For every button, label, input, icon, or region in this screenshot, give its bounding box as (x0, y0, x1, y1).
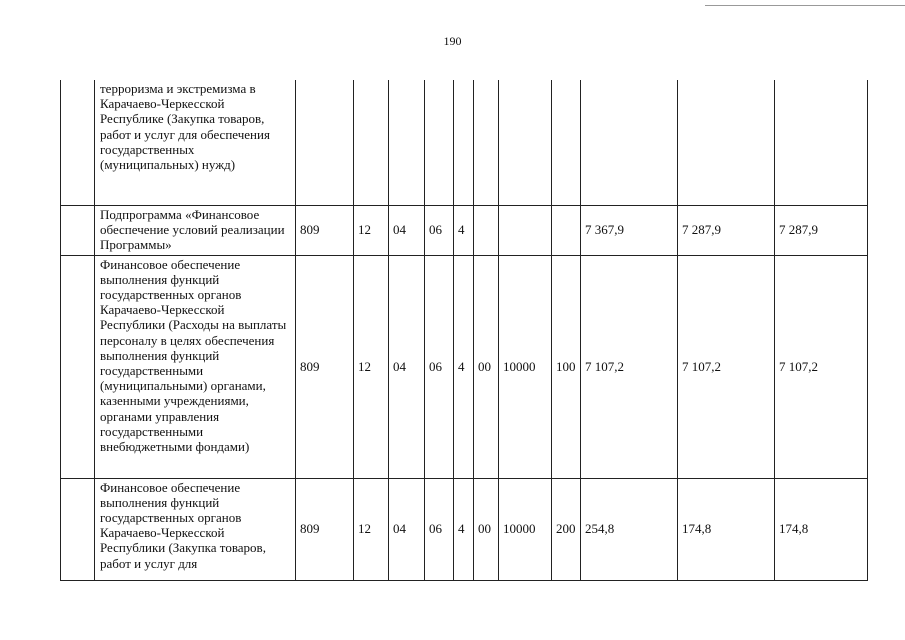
expense-type-cell (552, 205, 581, 255)
budget-table (60, 80, 868, 581)
section-cell (354, 80, 389, 205)
ministry-code-cell (296, 80, 354, 205)
expense-type-cell (552, 80, 581, 205)
program-code-cell: 06 (425, 205, 454, 255)
program-code-cell: 06 (425, 255, 454, 478)
program-code-cell (425, 80, 454, 205)
amount-year2-cell: 7 107,2 (678, 255, 775, 478)
amount-year3-cell: 7 107,2 (775, 255, 868, 478)
expense-type-cell: 100 (552, 255, 581, 478)
row-number-cell (61, 80, 95, 205)
section-cell: 12 (354, 205, 389, 255)
row-number-cell (61, 255, 95, 478)
amount-year1-cell: 7 367,9 (581, 205, 678, 255)
event-code-cell (474, 205, 499, 255)
amount-year1-cell: 254,8 (581, 478, 678, 580)
direction-code-cell: 10000 (499, 255, 552, 478)
page-number: 190 (443, 34, 462, 48)
item-name-cell: терроризма и экстремизма в Карачаево-Черкесской Республике (Закупка товаров, работ и услуг для обеспечения государственных (муниципальных) нужд) (95, 80, 296, 205)
amount-year2-cell: 7 287,9 (678, 205, 775, 255)
item-name-cell: Финансовое обеспечение выполнения функций государственных органов Карачаево-Черкесской Республики (Закупка товаров, работ и услуг для (95, 478, 296, 580)
subprogram-code-cell: 4 (454, 205, 474, 255)
event-code-cell: 00 (474, 478, 499, 580)
ministry-code-cell: 809 (296, 205, 354, 255)
amount-year2-cell: 174,8 (678, 478, 775, 580)
item-name-cell: Подпрограмма «Финансовое обеспечение условий реализации Программы» (95, 205, 296, 255)
ministry-code-cell: 809 (296, 478, 354, 580)
subsection-cell: 04 (389, 255, 425, 478)
amount-year3-cell (775, 80, 868, 205)
top-edge-rule (705, 5, 905, 6)
section-cell: 12 (354, 478, 389, 580)
subsection-cell (389, 80, 425, 205)
table-row (61, 478, 868, 580)
amount-year1-cell (581, 80, 678, 205)
amount-year3-cell: 174,8 (775, 478, 868, 580)
subprogram-code-cell (454, 80, 474, 205)
program-code-cell: 06 (425, 478, 454, 580)
amount-year1-cell: 7 107,2 (581, 255, 678, 478)
ministry-code-cell: 809 (296, 255, 354, 478)
direction-code-cell (499, 80, 552, 205)
row-number-cell (61, 478, 95, 580)
table-row (61, 80, 868, 205)
subprogram-code-cell: 4 (454, 255, 474, 478)
amount-year2-cell (678, 80, 775, 205)
subsection-cell: 04 (389, 478, 425, 580)
item-name-cell: Финансовое обеспечение выполнения функций государственных органов Карачаево-Черкесской Республики (Расходы на выплаты персоналу в целях обеспечения выполнения функций государственными (муниципальными) органами, казенными учреждениями, органами управления государственными внебюджетными фондами) (95, 255, 296, 478)
section-cell: 12 (354, 255, 389, 478)
event-code-cell (474, 80, 499, 205)
direction-code-cell: 10000 (499, 478, 552, 580)
row-number-cell (61, 205, 95, 255)
table-row (61, 255, 868, 478)
expense-type-cell: 200 (552, 478, 581, 580)
event-code-cell: 00 (474, 255, 499, 478)
direction-code-cell (499, 205, 552, 255)
subprogram-code-cell: 4 (454, 478, 474, 580)
subsection-cell: 04 (389, 205, 425, 255)
amount-year3-cell: 7 287,9 (775, 205, 868, 255)
table-row (61, 205, 868, 255)
